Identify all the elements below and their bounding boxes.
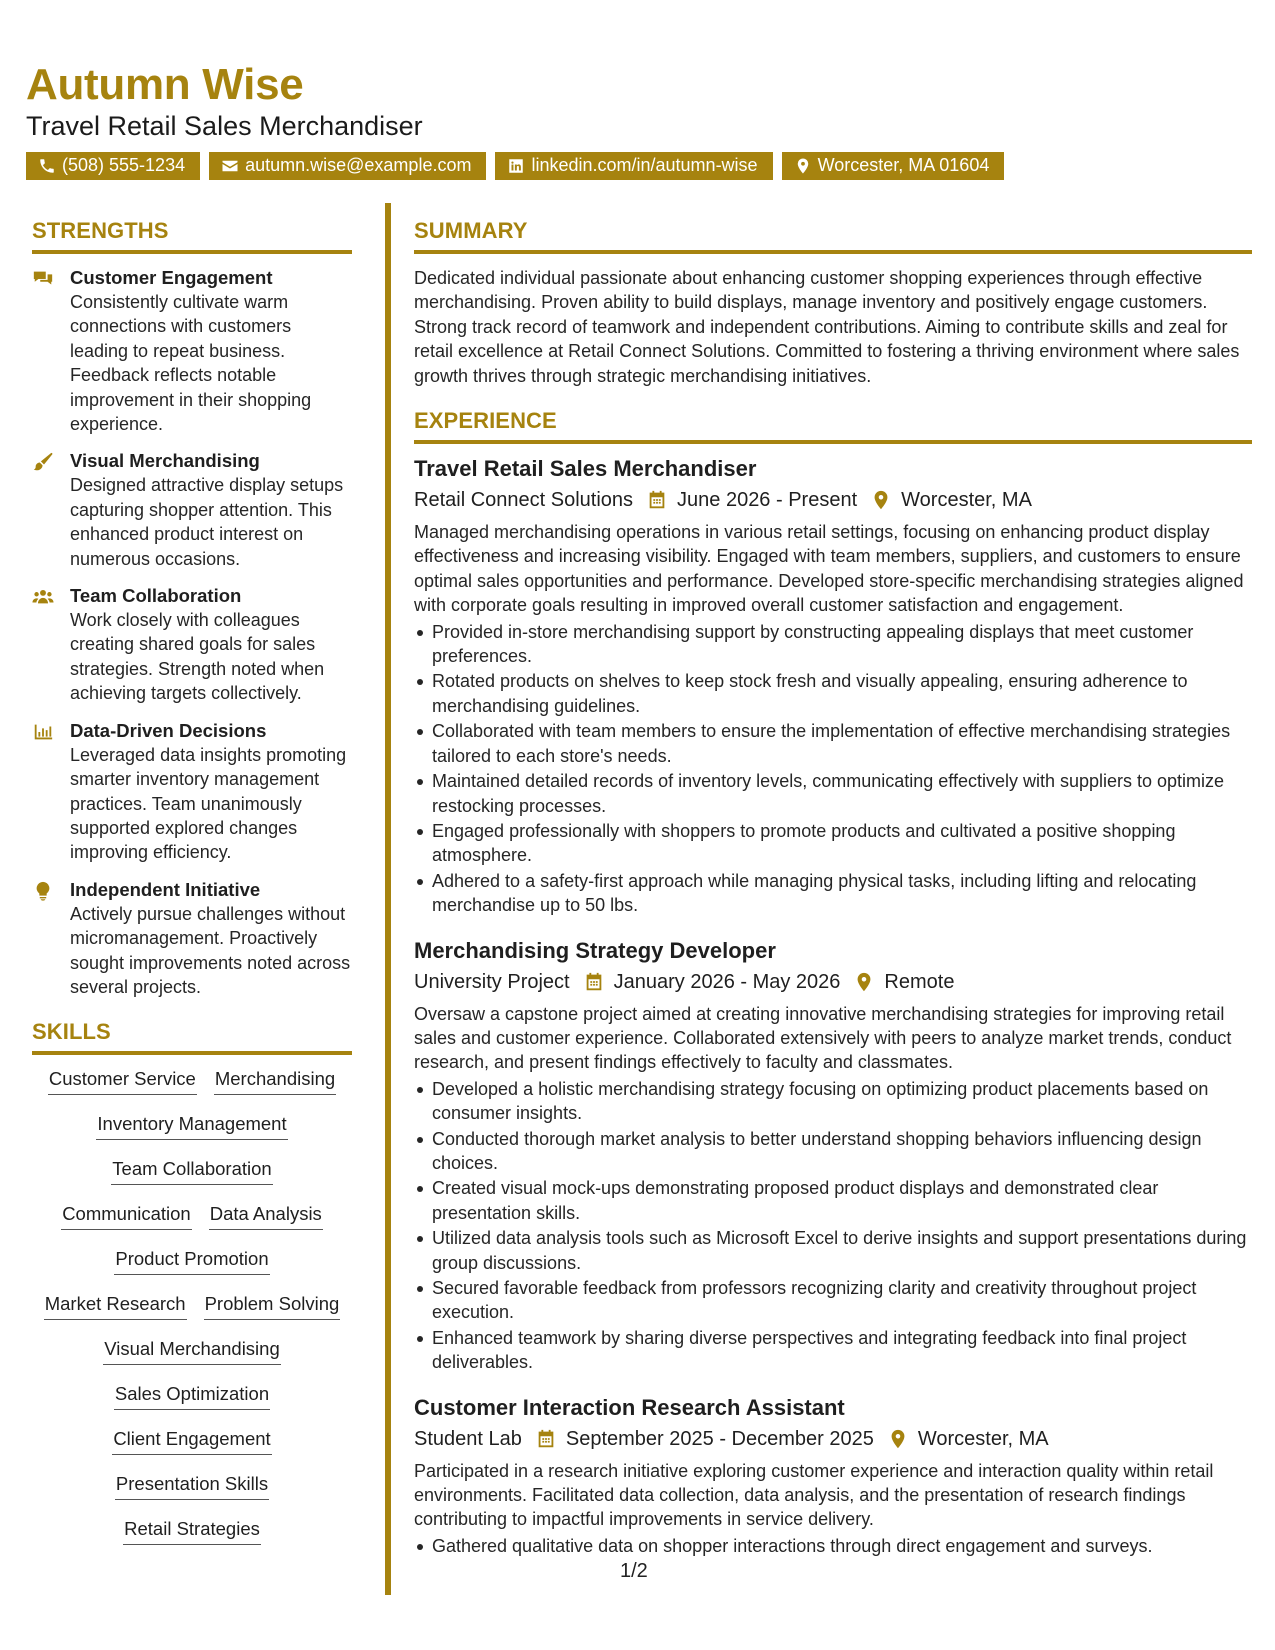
map-pin-icon xyxy=(794,157,812,175)
strength-item xyxy=(32,878,352,1000)
envelope-icon xyxy=(221,157,239,175)
strength-item xyxy=(32,266,352,436)
summary-heading: SUMMARY xyxy=(414,218,1252,254)
strength-desc: Work closely with colleagues creating shared goals for sales strategies. Strength noted when achieving targets collectively. xyxy=(70,610,325,704)
skill-tag: Communication xyxy=(61,1202,192,1230)
strength-title: Team Collaboration xyxy=(70,585,242,607)
column-divider xyxy=(385,203,391,1595)
contact-linkedin[interactable] xyxy=(495,152,772,180)
job-meta xyxy=(414,1424,1252,1454)
bar-chart-icon xyxy=(32,721,54,743)
job-meta xyxy=(414,485,1252,515)
job-bullet: Secured favorable feedback from professors recognizing clarity and creativity throughout project execution. xyxy=(414,1276,1252,1325)
contact-email-text: autumn.wise@example.com xyxy=(245,155,472,176)
job-location: Remote xyxy=(884,970,955,993)
skill-tag: Merchandising xyxy=(214,1067,336,1095)
skills-heading: SKILLS xyxy=(32,1019,352,1055)
contact-phone[interactable] xyxy=(26,152,200,180)
job-bullet: Gathered qualitative data on shopper interactions through direct engagement and surveys. xyxy=(414,1534,1252,1558)
job-dates: September 2025 - December 2025 xyxy=(565,1427,874,1450)
comments-icon xyxy=(32,268,54,290)
skill-tag: Problem Solving xyxy=(204,1292,341,1320)
skill-tag: Product Promotion xyxy=(114,1247,269,1275)
job-entry xyxy=(414,936,1252,1375)
map-pin-icon xyxy=(870,489,892,511)
contact-phone-text: (508) 555-1234 xyxy=(62,155,186,176)
strength-title: Customer Engagement xyxy=(70,267,273,288)
skill-tag: Data Analysis xyxy=(209,1202,323,1230)
job-bullet: Engaged professionally with shoppers to promote products and cultivated a positive shopping atmosphere. xyxy=(414,819,1252,868)
job-org: University Project xyxy=(414,970,570,993)
phone-icon xyxy=(38,157,56,175)
skill-row xyxy=(32,1157,352,1202)
skill-tag: Market Research xyxy=(44,1292,187,1320)
job-location: Worcester, MA xyxy=(901,489,1032,512)
skill-row xyxy=(32,1067,352,1112)
skill-tag: Visual Merchandising xyxy=(103,1337,281,1365)
skill-row xyxy=(32,1472,352,1517)
job-bullet: Maintained detailed records of inventory levels, communicating effectively with suppliers to optimize restocking processes. xyxy=(414,769,1252,818)
strengths-heading: STRENGTHS xyxy=(32,218,352,254)
calendar-icon xyxy=(535,1428,557,1450)
skill-row xyxy=(32,1517,352,1562)
job-title: Travel Retail Sales Merchandiser xyxy=(414,456,757,482)
job-org: Student Lab xyxy=(414,1427,522,1450)
job-bullet: Adhered to a safety-first approach while managing physical tasks, including lifting and relocating merchandise up to 50 lbs. xyxy=(414,869,1252,918)
experience-heading: EXPERIENCE xyxy=(414,408,1252,444)
skill-row xyxy=(32,1382,352,1427)
right-column xyxy=(414,218,1252,1559)
job-bullet: Collaborated with team members to ensure the implementation of effective merchandising strategies tailored to each store's needs. xyxy=(414,719,1252,768)
candidate-title: Travel Retail Sales Merchandiser xyxy=(26,111,423,142)
summary-text: Dedicated individual passionate about enhancing customer shopping experiences through effective merchandising. Proven ability to build displays, manage inventory and positively engage customers. Strong track record of teamwork and independent contributions. Aiming to contribute skills and zeal for retail excellence at Retail Connect Solutions. Committed to fostering a thriving environment where sales growth thrives through strategic merchandising initiatives. xyxy=(414,268,1240,386)
calendar-icon xyxy=(583,971,605,993)
skill-tag: Retail Strategies xyxy=(123,1517,261,1545)
map-pin-icon xyxy=(887,1428,909,1450)
strength-desc: Consistently cultivate warm connections with customers leading to repeat business. Feedback reflects notable improvement in their shopping experience. xyxy=(70,292,312,435)
job-meta xyxy=(414,967,1252,997)
job-dates: January 2026 - May 2026 xyxy=(613,970,841,993)
job-entry xyxy=(414,1393,1252,1559)
skill-tag: Sales Optimization xyxy=(114,1382,270,1410)
skill-tag: Customer Service xyxy=(48,1067,197,1095)
job-bullet: Rotated products on shelves to keep stock fresh and visually appealing, ensuring adherence to merchandising guidelines. xyxy=(414,669,1252,718)
calendar-icon xyxy=(646,489,668,511)
job-bullet: Enhanced teamwork by sharing diverse perspectives and integrating feedback into final project deliverables. xyxy=(414,1326,1252,1375)
strength-title: Independent Initiative xyxy=(70,878,261,900)
job-bullets xyxy=(414,1077,1252,1375)
contact-linkedin-text: linkedin.com/in/autumn-wise xyxy=(531,155,758,176)
strength-desc: Actively pursue challenges without micromanagement. Proactively sought improvements noted across several projects. xyxy=(70,903,351,997)
job-bullets xyxy=(414,620,1252,918)
strength-item xyxy=(32,449,352,571)
job-title: Customer Interaction Research Assistant xyxy=(414,1394,845,1420)
strength-title: Visual Merchandising xyxy=(70,450,260,472)
skill-row xyxy=(32,1202,352,1247)
job-bullet: Provided in-store merchandising support by constructing appealing displays that meet customer preferences. xyxy=(414,620,1252,669)
job-entry xyxy=(414,454,1252,918)
page-number: 1/2 xyxy=(620,1560,648,1582)
job-bullet: Utilized data analysis tools such as Microsoft Excel to derive insights and support presentations during group discussions. xyxy=(414,1226,1252,1275)
job-org: Retail Connect Solutions xyxy=(414,489,634,512)
skill-tag: Team Collaboration xyxy=(111,1157,272,1185)
strength-item xyxy=(32,584,352,706)
skill-row xyxy=(32,1427,352,1472)
lightbulb-icon xyxy=(32,880,54,902)
job-bullet: Developed a holistic merchandising strategy focusing on optimizing product placements based on consumer insights. xyxy=(414,1077,1252,1126)
linkedin-icon xyxy=(507,157,525,175)
users-icon xyxy=(32,586,54,608)
map-pin-icon xyxy=(853,971,875,993)
job-dates: June 2026 - Present xyxy=(677,489,858,512)
job-description: Participated in a research initiative exploring customer experience and interaction quality within retail environments. Facilitated data collection, data analysis, and the presentation of research findings contributing to impactful improvements in service delivery. xyxy=(414,1460,1214,1530)
job-bullets xyxy=(414,1534,1252,1558)
left-column xyxy=(32,218,352,1562)
skill-row xyxy=(32,1247,352,1292)
strength-desc: Leveraged data insights promoting smarter inventory management practices. Team unanimously supported explored changes improving efficiency. xyxy=(70,744,347,863)
contact-email[interactable] xyxy=(209,152,486,180)
contact-location[interactable] xyxy=(782,152,1005,180)
paintbrush-icon xyxy=(32,451,54,473)
strength-item xyxy=(32,719,352,865)
skill-tag: Client Engagement xyxy=(112,1427,271,1455)
job-bullet: Conducted thorough market analysis to better understand shopping behaviors influencing design choices. xyxy=(414,1127,1252,1176)
strength-title: Data-Driven Decisions xyxy=(70,719,267,741)
job-title: Merchandising Strategy Developer xyxy=(414,937,776,963)
strengths-list xyxy=(32,266,352,999)
strength-desc: Designed attractive display setups capturing shopper attention. This enhanced product interest on numerous occasions. xyxy=(70,475,344,569)
job-description: Managed merchandising operations in various retail settings, focusing on enhancing product display effectiveness and increasing visibility. Engaged with team members, suppliers, and customers to ensure optimal sales opportunities and performance. Developed store-specific merchandising strategies aligned with corporate goals resulting in improved overall customer satisfaction and engagement. xyxy=(414,522,1244,616)
skill-tag: Inventory Management xyxy=(96,1112,287,1140)
job-description: Oversaw a capstone project aimed at creating innovative merchandising strategies for improving retail sales and customer experience. Collaborated extensively with peers to analyze market trends, conduct research, and present findings effectively to faculty and classmates. xyxy=(414,1003,1232,1073)
skill-row xyxy=(32,1337,352,1382)
job-bullet: Created visual mock-ups demonstrating proposed product displays and demonstrated clear presentation skills. xyxy=(414,1176,1252,1225)
candidate-name: Autumn Wise xyxy=(26,60,304,109)
skill-row xyxy=(32,1112,352,1157)
skills-list xyxy=(32,1067,352,1562)
contact-bar xyxy=(26,152,1251,180)
contact-location-text: Worcester, MA 01604 xyxy=(817,155,990,176)
job-location: Worcester, MA xyxy=(917,1427,1049,1450)
resume-header xyxy=(26,62,1251,180)
skill-row xyxy=(32,1292,352,1337)
skill-tag: Presentation Skills xyxy=(115,1472,269,1500)
